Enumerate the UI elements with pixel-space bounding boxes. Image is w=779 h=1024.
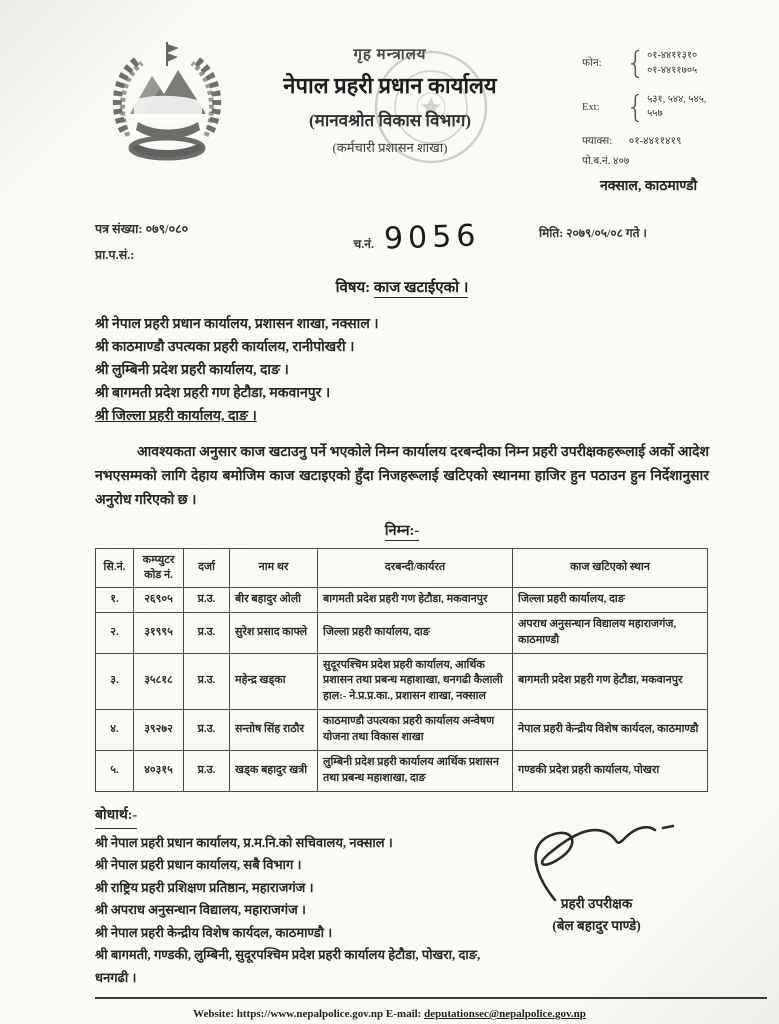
brace-glyph: { (626, 46, 646, 81)
cell-serial: ५. (96, 751, 134, 792)
cell-rank: प्र.उ. (184, 751, 230, 792)
addressee-line: श्री जिल्ला प्रहरी कार्यालय, दाङ । (95, 409, 257, 424)
signature-scrawl (497, 808, 697, 908)
chalani-no-label: च.नं. (353, 236, 374, 251)
table-row (96, 710, 708, 751)
cell-rank: प्र.उ. (184, 653, 230, 710)
cc-list (95, 804, 484, 989)
cell-name: बीर बहादुर ओली (230, 587, 318, 612)
cell-code: ३१९९५ (134, 612, 184, 653)
addressee-list (95, 313, 709, 428)
phone-label: फोन: (582, 58, 602, 70)
footer-contact-line (0, 1008, 779, 1020)
cell-deputed: अपराध अनुसन्धान विद्यालय महाराजगंज, काठमाण्डौ (513, 612, 708, 653)
cc-line: श्री नेपाल प्रहरी प्रधान कार्यालय, सबै विभाग । (95, 857, 302, 873)
fax-number: ०१-४४११४१९ (628, 136, 682, 147)
section-name: (कर्मचारी प्रशासन शाखा) (332, 140, 448, 155)
cc-line: श्री राष्ट्रिय प्रहरी प्रशिक्षण प्रतिष्ठान, महाराजगंज । (95, 879, 314, 895)
cell-name: महेन्द्र खड्का (230, 653, 318, 710)
cc-line: श्री बागमती, गण्डकी, लुम्बिनी, सुदूरपश्चिम प्रदेश प्रहरी कार्यालय हेटौडा, पोखरा, दाङ, धनगढी । (95, 947, 481, 985)
date-label: मिति: (539, 226, 564, 240)
brace-glyph: { (626, 89, 646, 125)
letterhead (225, 44, 555, 156)
cc-line: श्री नेपाल प्रहरी केन्द्रीय विशेष कार्यदल, काठमाण्डौ । (95, 924, 333, 940)
ext-label: Ext: (582, 101, 600, 113)
subject-text: काज खटाईएको । (373, 280, 469, 296)
cell-name: सन्तोष सिंह राठौर (230, 710, 318, 751)
table-row (96, 751, 708, 792)
letter-body (0, 220, 779, 989)
cell-code: ३९२७२ (134, 710, 184, 751)
po-box: पो.ब.नं. ४०७ (582, 156, 630, 168)
cell-serial: १. (96, 587, 134, 612)
email-address: deputationsec@nepalpolice.gov.np (424, 1008, 586, 1020)
footer-divider (95, 997, 767, 999)
table-row (96, 612, 708, 653)
department-name: (मानवश्रोत विकास विभाग) (309, 111, 471, 130)
list-heading: निम्न:- (384, 523, 420, 539)
cell-rank: प्र.उ. (184, 587, 230, 612)
nepal-police-emblem-icon (104, 36, 230, 178)
subject-line (95, 277, 709, 297)
col-posting: दरबन्दी/कार्यरत (318, 549, 513, 588)
signature-block (484, 804, 709, 989)
cell-posting: काठमाण्डौ उपत्यका प्रहरी कार्यालय अन्वेषण योजना तथा विकास शाखा (318, 710, 513, 751)
col-rank: दर्जा (184, 549, 230, 588)
cell-deputed: जिल्ला प्रहरी कार्यालय, दाङ (513, 587, 708, 612)
col-name: नाम थर (230, 549, 318, 588)
phone-number: ०१-४४११३१० (647, 50, 698, 62)
office-city: नक्साल, काठमाण्डौ (600, 179, 698, 195)
col-deputed: काज खटिएको स्थान (513, 549, 708, 588)
deputation-table (95, 548, 708, 792)
ext-numbers: ५५७ (647, 108, 663, 120)
email-label: E-mail: (385, 1008, 422, 1020)
office-name: नेपाल प्रहरी प्रधान कार्यालय (283, 73, 497, 98)
signatory-title: प्रहरी उपरीक्षक (560, 896, 633, 912)
contact-block (582, 42, 768, 198)
addressee-line: श्री काठमाण्डौ उपत्यका प्रहरी कार्यालय, रानीपोखरी । (95, 340, 355, 355)
dispatch-no-label: प्रा.प.सं.: (95, 248, 135, 262)
body-paragraph: आवश्यकता अनुसार काज खटाउनु पर्ने भएकोले निम्न कार्यालय दरबन्दीका निम्न प्रहरी उपरीक्षकहरूलाई अर्को आदेश नभएसम्मको लागि देहाय बमोजिम काज खटाइएको हुँदा निजहरूलाई खटिएको स्थानमा हाजिर हुन पठाउन हुन निर्देशानुसार अनुरोध गरिएको छ । (95, 445, 709, 508)
cell-name: सुरेश प्रसाद काफ्ले (230, 612, 318, 653)
letter-no-label: पत्र संख्या: (95, 222, 143, 236)
ministry-name: गृह मन्त्रालय (353, 47, 427, 63)
addressee-line: श्री बागमती प्रदेश प्रहरी गण हेटौडा, मकवानपुर । (95, 386, 331, 401)
subject-label: विषय: (335, 280, 371, 296)
date-value: २०७९/०५/०८ गते । (566, 226, 647, 240)
table-row (96, 653, 708, 710)
cell-name: खड्क बहादुर खत्री (230, 751, 318, 792)
col-serial: सि.नं. (96, 549, 134, 588)
table-row (96, 587, 708, 612)
addressee-line: श्री लुम्बिनी प्रदेश प्रहरी कार्यालय, दाङ । (95, 363, 289, 378)
cell-rank: प्र.उ. (184, 612, 230, 653)
cc-line: श्री अपराध अनुसन्धान विद्यालय, महाराजगंज । (95, 902, 306, 918)
chalani-no-handwritten: 9056 (383, 218, 481, 257)
cell-posting: जिल्ला प्रहरी कार्यालय, दाङ (318, 612, 513, 653)
reference-row (95, 220, 709, 263)
col-code: कम्प्युटर कोड नं. (134, 549, 184, 588)
cell-serial: २. (96, 612, 134, 653)
cc-line: श्री नेपाल प्रहरी प्रधान कार्यालय, प्र.म.नि.को सचिवालय, नक्साल । (95, 834, 393, 850)
cell-serial: ४. (96, 710, 134, 751)
cell-serial: ३. (96, 653, 134, 710)
ext-numbers: ५३१, ५४४, ५४५, (647, 93, 707, 105)
letter-no-value: ०७९/०८० (145, 222, 189, 236)
cell-code: २६९०५ (134, 587, 184, 612)
table-header-row (96, 549, 708, 588)
cell-code: ३५८१८ (134, 653, 184, 710)
website-label: Website: (193, 1008, 235, 1020)
cell-rank: प्र.उ. (184, 710, 230, 751)
signatory-name: (बेल बहादुर पाण्डे) (552, 918, 641, 934)
cell-posting: बागमती प्रदेश प्रहरी गण हेटौडा, मकवानपुर (318, 587, 513, 612)
phone-number: ०१-४४११७०५ (647, 64, 698, 76)
cell-deputed: गण्डकी प्रदेश प्रहरी कार्यालय, पोखरा (513, 751, 708, 792)
addressee-line: श्री नेपाल प्रहरी प्रधान कार्यालय, प्रशासन शाखा, नक्साल । (95, 317, 379, 332)
cell-posting: सुदूरपश्चिम प्रदेश प्रहरी कार्यालय, आर्थिक प्रशासन तथा प्रबन्ध महाशाखा, धनगढी कैलाली हाल:- ने.प्र.प्र.का., प्रशासन शाखा, नक्साल (318, 653, 513, 710)
cell-code: ४०३१५ (134, 751, 184, 792)
cell-deputed: बागमती प्रदेश प्रहरी गण हेटौडा, मकवानपुर (513, 653, 708, 710)
website-url: https://www.nepalpolice.gov.np (236, 1008, 384, 1020)
cc-label: बोधार्थ:- (95, 805, 137, 829)
cell-deputed: नेपाल प्रहरी केन्द्रीय विशेष कार्यदल, काठमाण्डौ (513, 710, 708, 751)
fax-label: फ्याक्स: (582, 136, 613, 147)
cell-posting: लुम्बिनी प्रदेश प्रहरी कार्यालय आर्थिक प्रशासन तथा प्रबन्ध महाशाखा, दाङ (318, 751, 513, 792)
